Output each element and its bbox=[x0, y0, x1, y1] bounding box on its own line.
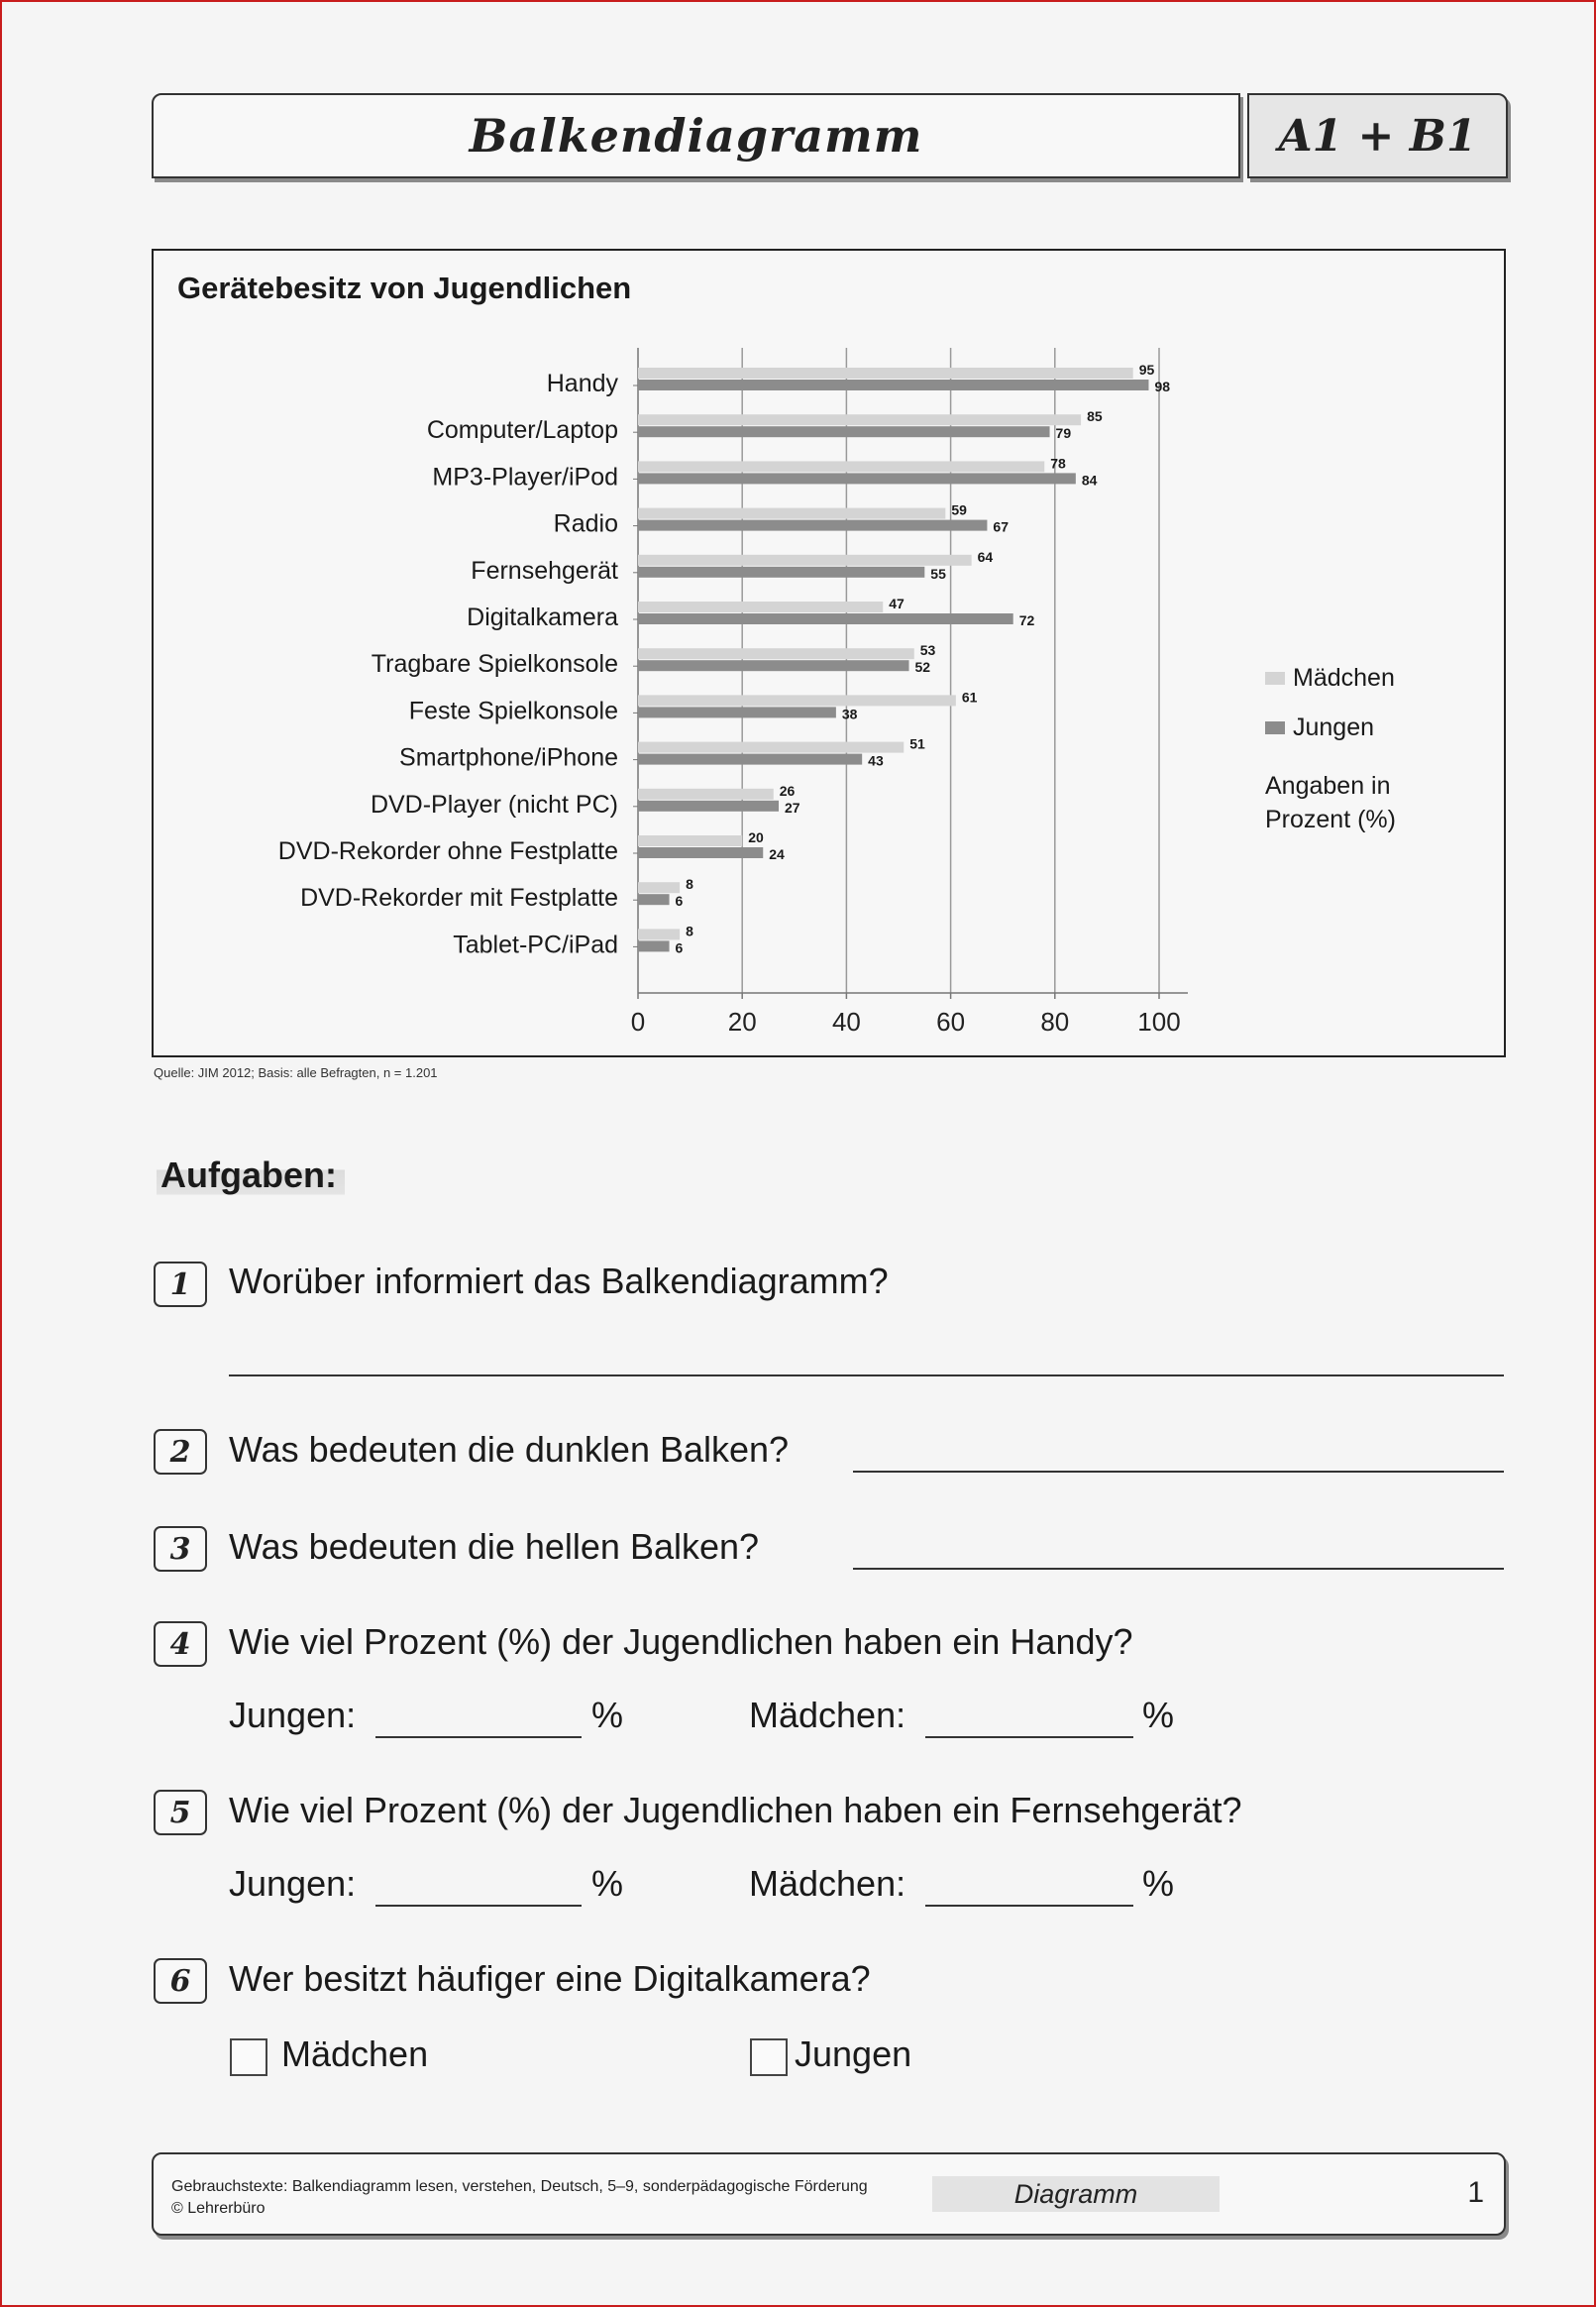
bar-jungen bbox=[638, 754, 862, 765]
data-label: 78 bbox=[1050, 455, 1066, 472]
q4-girls-unit: % bbox=[1142, 1695, 1175, 1735]
data-label: 55 bbox=[930, 565, 946, 582]
checkbox-maedchen[interactable] bbox=[230, 2038, 267, 2076]
data-label: 43 bbox=[868, 752, 884, 769]
data-label: 38 bbox=[841, 706, 858, 722]
question-3-text: Was bedeuten die hellen Balken? bbox=[229, 1526, 760, 1567]
category-label: DVD-Rekorder mit Festplatte bbox=[300, 884, 618, 913]
footer-tag: Diagramm bbox=[932, 2176, 1220, 2212]
category-label: Computer/Laptop bbox=[426, 416, 618, 445]
q4-girls-answer[interactable] bbox=[925, 1736, 1133, 1738]
bar-jungen bbox=[638, 801, 779, 812]
data-label: 6 bbox=[675, 939, 684, 956]
bar-maedchen bbox=[638, 414, 1081, 425]
data-label: 84 bbox=[1081, 472, 1098, 489]
bar-maedchen bbox=[638, 695, 956, 706]
bar-jungen bbox=[638, 473, 1076, 484]
legend-note-line-1: Angaben in bbox=[1265, 772, 1391, 800]
data-label: 61 bbox=[961, 689, 978, 706]
data-label: 53 bbox=[919, 642, 936, 659]
option-maedchen-label: Mädchen bbox=[281, 2033, 429, 2074]
data-label: 20 bbox=[748, 829, 764, 845]
question-4-text: Wie viel Prozent (%) der Jugendlichen haben ein Handy? bbox=[229, 1621, 1133, 1662]
question-6-text: Wer besitzt häufiger eine Digitalkamera? bbox=[229, 1958, 871, 1999]
bar-maedchen bbox=[638, 602, 883, 612]
bar-jungen bbox=[638, 847, 763, 858]
data-label: 85 bbox=[1087, 408, 1103, 425]
question-number-6: 6 bbox=[154, 1958, 207, 2004]
x-tick-label-80: 80 bbox=[1040, 1007, 1070, 1037]
q5-boys-answer[interactable] bbox=[375, 1905, 582, 1907]
question-1-text: Worüber informiert das Balkendiagramm? bbox=[229, 1261, 889, 1301]
data-label: 64 bbox=[977, 548, 994, 565]
data-label: 8 bbox=[686, 923, 693, 939]
footer-copyright: © Lehrerbüro bbox=[171, 2200, 266, 2217]
checkbox-jungen[interactable] bbox=[750, 2038, 788, 2076]
bar-maedchen bbox=[638, 461, 1044, 472]
question-number-2: 2 bbox=[154, 1429, 207, 1475]
data-label: 72 bbox=[1018, 612, 1035, 628]
bar-maedchen bbox=[638, 929, 680, 939]
data-label: 8 bbox=[686, 876, 693, 893]
x-tick-label-0: 0 bbox=[630, 1007, 646, 1037]
answer-line-1[interactable] bbox=[229, 1374, 1504, 1376]
category-label: Tablet-PC/iPad bbox=[453, 931, 618, 959]
bar-maedchen bbox=[638, 789, 774, 800]
bar-jungen bbox=[638, 380, 1148, 390]
category-label: Smartphone/iPhone bbox=[399, 743, 618, 772]
data-label: 59 bbox=[951, 501, 967, 518]
bar-jungen bbox=[638, 426, 1050, 437]
question-number-3: 3 bbox=[154, 1526, 207, 1572]
chart-box bbox=[152, 249, 1506, 1057]
bar-jungen bbox=[638, 660, 909, 671]
page-number: 1 bbox=[1467, 2176, 1484, 2209]
q4-boys-label: Jungen: bbox=[229, 1695, 357, 1735]
category-label: DVD-Rekorder ohne Festplatte bbox=[277, 837, 618, 865]
answer-line-3[interactable] bbox=[853, 1568, 1504, 1570]
category-label: DVD-Player (nicht PC) bbox=[370, 790, 618, 819]
question-2-text: Was bedeuten die dunklen Balken? bbox=[229, 1429, 790, 1470]
data-label: 24 bbox=[769, 846, 785, 862]
question-5-text: Wie viel Prozent (%) der Jugendlichen haben ein Fernsehgerät? bbox=[229, 1790, 1242, 1830]
level-badge: A1 + B1 bbox=[1278, 110, 1477, 162]
question-number-5: 5 bbox=[154, 1790, 207, 1835]
x-tick-label-20: 20 bbox=[727, 1007, 757, 1037]
legend-note-line-2: Prozent (%) bbox=[1265, 806, 1396, 833]
footer bbox=[152, 2152, 1506, 2236]
question-number-4: 4 bbox=[154, 1621, 207, 1667]
category-label: Feste Spielkonsole bbox=[408, 697, 618, 725]
data-label: 51 bbox=[909, 735, 925, 752]
option-jungen-label: Jungen bbox=[795, 2033, 912, 2074]
bar-maedchen bbox=[638, 368, 1133, 379]
q5-boys-label: Jungen: bbox=[229, 1863, 357, 1904]
level-box bbox=[1247, 93, 1508, 178]
q5-girls-unit: % bbox=[1142, 1863, 1175, 1904]
legend-label-jungen: Jungen bbox=[1293, 714, 1375, 741]
data-label: 26 bbox=[779, 782, 796, 799]
category-label: Digitalkamera bbox=[467, 604, 618, 631]
footer-credit: Gebrauchstexte: Balkendiagramm lesen, verstehen, Deutsch, 5–9, sonderpädagogische Förderung bbox=[171, 2178, 868, 2195]
tasks-heading: Aufgaben: bbox=[157, 1153, 345, 1202]
bar-maedchen bbox=[638, 648, 914, 659]
data-label: 98 bbox=[1154, 379, 1171, 394]
bar-jungen bbox=[638, 567, 924, 578]
category-label: Radio bbox=[553, 509, 618, 538]
category-label: MP3-Player/iPod bbox=[432, 463, 618, 492]
chart-source: Quelle: JIM 2012; Basis: alle Befragten, n = 1.201 bbox=[154, 1065, 438, 1080]
answer-line-2[interactable] bbox=[853, 1471, 1504, 1473]
bar-maedchen bbox=[638, 882, 680, 893]
x-tick-label-60: 60 bbox=[936, 1007, 966, 1037]
bar-maedchen bbox=[638, 555, 972, 566]
bar-jungen bbox=[638, 707, 836, 717]
bar-maedchen bbox=[638, 508, 945, 519]
bar-jungen bbox=[638, 894, 670, 905]
bar-jungen bbox=[638, 613, 1013, 624]
category-label: Tragbare Spielkonsole bbox=[371, 650, 618, 679]
data-label: 6 bbox=[675, 893, 684, 910]
legend-label-maedchen: Mädchen bbox=[1293, 664, 1395, 692]
x-tick-label-100: 100 bbox=[1137, 1007, 1181, 1037]
data-label: 47 bbox=[889, 596, 904, 611]
q5-girls-answer[interactable] bbox=[925, 1905, 1133, 1907]
data-label: 27 bbox=[785, 799, 800, 816]
q4-girls-label: Mädchen: bbox=[749, 1695, 906, 1735]
bar-jungen bbox=[638, 520, 987, 531]
data-label: 95 bbox=[1138, 362, 1155, 378]
data-label: 79 bbox=[1055, 425, 1072, 442]
bar-maedchen bbox=[638, 742, 904, 753]
page-title: Balkendiagramm bbox=[469, 109, 923, 163]
title-box bbox=[152, 93, 1240, 178]
question-number-1: 1 bbox=[154, 1262, 207, 1307]
x-tick-label-40: 40 bbox=[831, 1007, 861, 1037]
data-label: 67 bbox=[993, 518, 1009, 535]
category-label: Handy bbox=[546, 370, 618, 397]
legend-swatch-maedchen bbox=[1265, 672, 1285, 685]
legend-swatch-jungen bbox=[1265, 721, 1285, 734]
q4-boys-unit: % bbox=[591, 1695, 624, 1735]
bar-chart bbox=[154, 251, 1504, 1055]
chart-title: Gerätebesitz von Jugendlichen bbox=[177, 271, 632, 305]
data-label: 52 bbox=[914, 659, 931, 676]
category-label: Fernsehgerät bbox=[471, 556, 618, 585]
q5-girls-label: Mädchen: bbox=[749, 1863, 906, 1904]
bar-jungen bbox=[638, 940, 670, 951]
q4-boys-answer[interactable] bbox=[375, 1736, 582, 1738]
bar-maedchen bbox=[638, 835, 742, 846]
q5-boys-unit: % bbox=[591, 1863, 624, 1904]
